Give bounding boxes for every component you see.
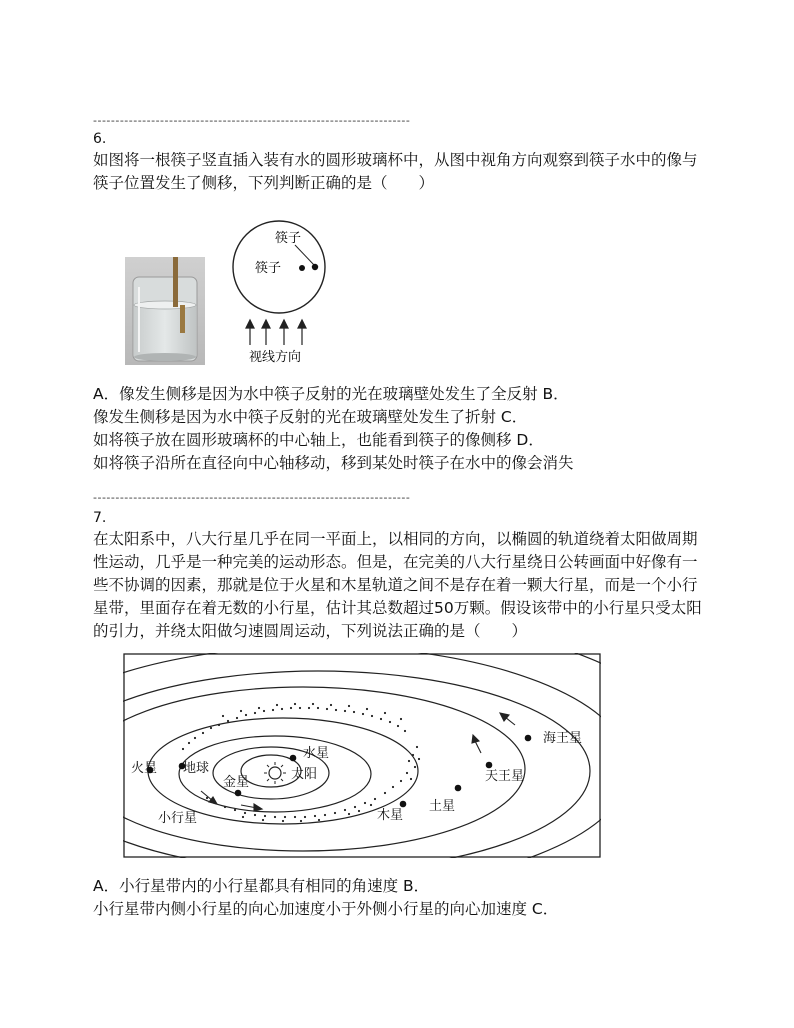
- glass-with-chopstick-image: [125, 257, 205, 365]
- leader-line: [295, 245, 315, 266]
- label-venus: 金星: [223, 775, 250, 790]
- label-jupiter: 木星: [377, 808, 404, 823]
- question-stem-line: 在太阳系中，八大行星几乎在同一平面上，以相同的方向，以椭圆的轨道绕着太阳做周期: [93, 530, 698, 548]
- option-line: 如将筷子放在圆形玻璃杯的中心轴上，也能看到筷子的像侧移 D．: [93, 431, 544, 449]
- label-mars: 火星: [131, 761, 158, 776]
- question-stem-line: 筷子位置发生了侧移，下列判断正确的是（ ）: [93, 174, 435, 192]
- label-asteroid: 小行星: [158, 811, 198, 826]
- view-arrows: [246, 320, 306, 345]
- option-line: A．像发生侧移是因为水中筷子反射的光在玻璃壁处发生了全反射 B．: [93, 385, 569, 403]
- label-saturn: 土星: [429, 799, 456, 814]
- option-line: 小行星带内侧小行星的向心加速度小于外侧小行星的向心加速度 C．: [93, 900, 559, 918]
- diagram-frame: [124, 654, 600, 857]
- option-line: 像发生侧移是因为水中筷子反射的光在玻璃壁处发生了折射 C．: [93, 408, 528, 426]
- uranus-marker: [486, 762, 493, 769]
- option-line: A．小行星带内的小行星都具有相同的角速度 B．: [93, 877, 430, 895]
- top-view-diagram: [225, 215, 335, 365]
- jupiter-marker: [400, 801, 407, 808]
- label-chopstick-image: 筷子: [255, 261, 282, 276]
- separator-line: -----------------------------------------------------------------------: [93, 491, 411, 504]
- separator-line: -----------------------------------------------------------------------: [93, 114, 411, 127]
- glass-photo: [125, 257, 205, 365]
- venus-marker: [235, 790, 242, 797]
- question-stem-line: 性运动，几乎是一种完美的运动形态。但是，在完美的八大行星绕日公转画面中好像有一: [93, 553, 698, 571]
- saturn-marker: [455, 785, 462, 792]
- mercury-marker: [290, 755, 297, 762]
- label-neptune: 海王星: [543, 731, 583, 746]
- label-chopstick: 筷子: [275, 231, 302, 246]
- chopstick-point: [312, 264, 318, 270]
- question-stem-line: 些不协调的因素，那就是位于火星和木星轨道之间不是存在着一颗大行星，而是一个小行: [93, 576, 698, 594]
- option-line: 如将筷子沿所在直径向中心轴移动，移到某处时筷子在水中的像会消失: [93, 454, 574, 472]
- question-number: 7.: [93, 510, 107, 526]
- question-stem-line: 如图将一根筷子竖直插入装有水的圆形玻璃杯中，从图中视角方向观察到筷子水中的像与: [93, 151, 698, 169]
- chopstick-image-point: [299, 265, 305, 271]
- solar-system-diagram: [123, 653, 601, 858]
- question-number: 6.: [93, 131, 107, 147]
- label-view-direction: 视线方向: [249, 350, 302, 365]
- question-stem-line: 的引力，并绕太阳做匀速圆周运动，下列说法正确的是（ ）: [93, 622, 528, 640]
- label-sun: 太阳: [291, 767, 318, 782]
- label-mercury: 水星: [303, 746, 330, 761]
- neptune-marker: [525, 735, 532, 742]
- question-stem-line: 星带，里面存在着无数的小行星，估计其总数超过50万颗。假设该带中的小行星只受太阳: [93, 599, 702, 617]
- label-earth: 地球: [183, 761, 210, 776]
- label-uranus: 天王星: [485, 769, 525, 784]
